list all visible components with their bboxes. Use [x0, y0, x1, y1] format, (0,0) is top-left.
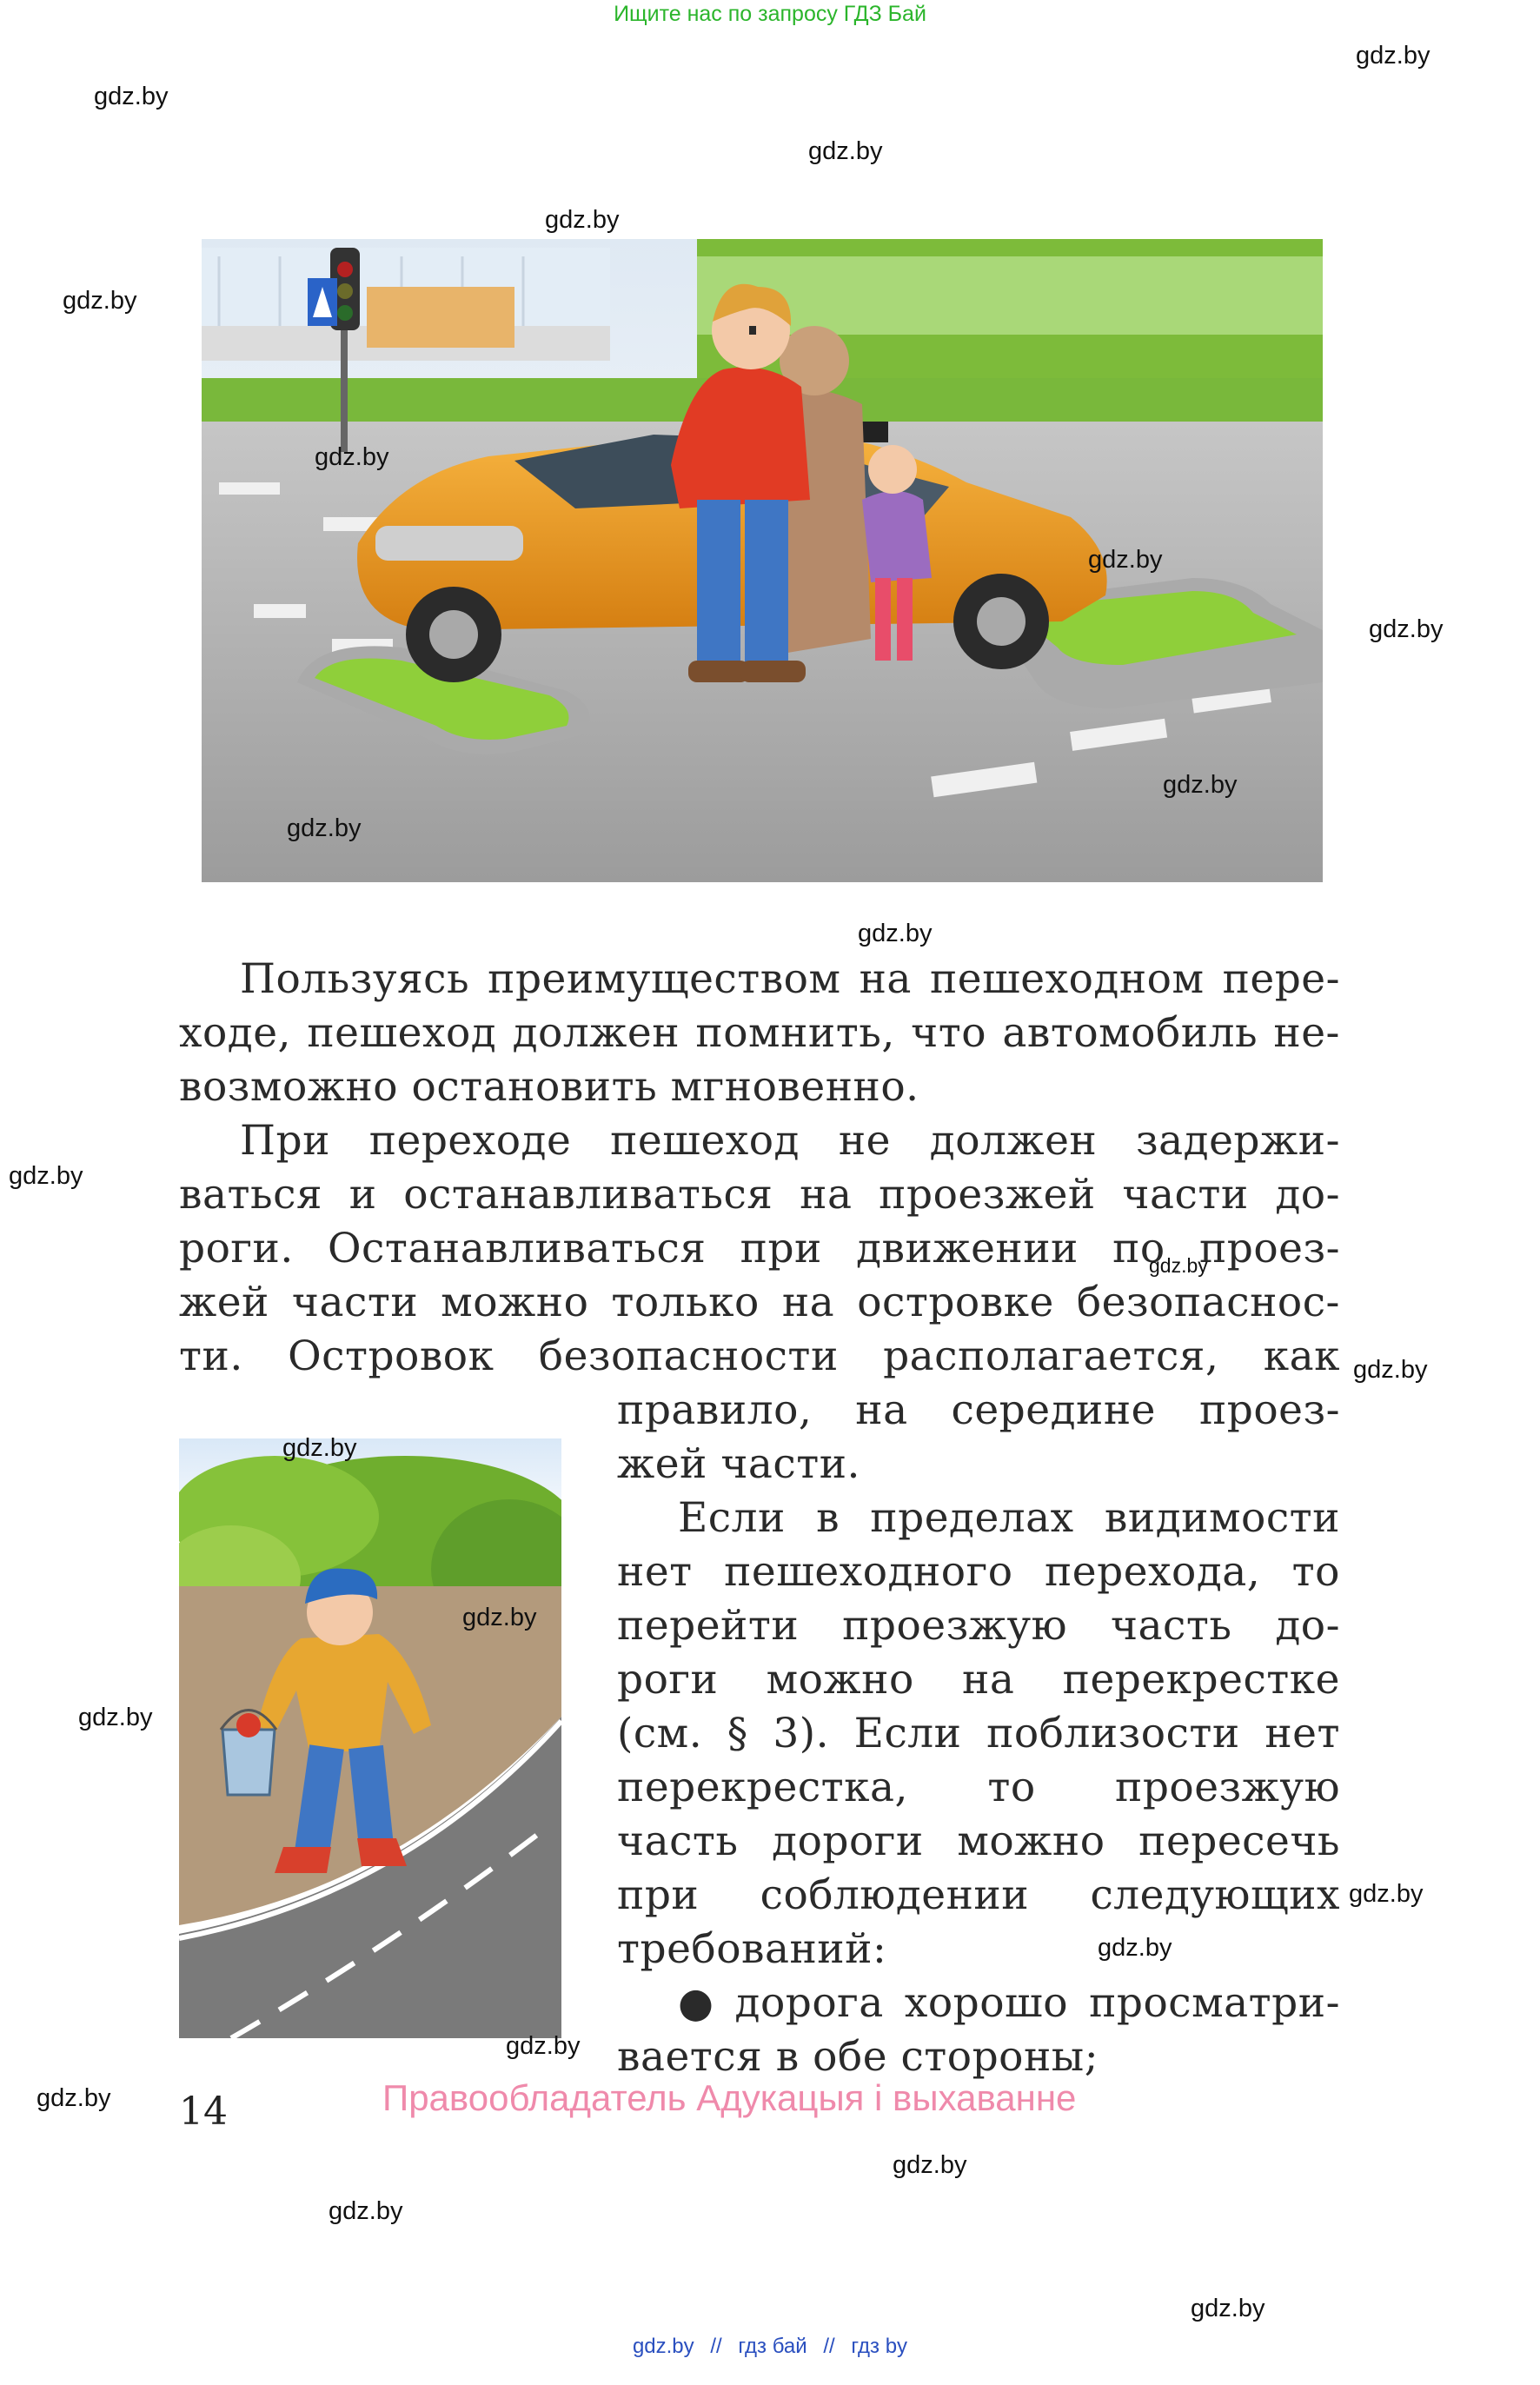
word: часть: [617, 1817, 739, 1865]
word: ти.: [179, 1332, 243, 1380]
watermark: gdz.by: [893, 2151, 967, 2179]
word: При: [240, 1117, 330, 1165]
watermark: gdz.by: [329, 2197, 403, 2225]
paragraph-line-text: возможно остановить мгновенно.: [179, 1063, 919, 1111]
word: можно: [957, 1817, 1105, 1865]
watermark: gdz.by: [1088, 546, 1163, 574]
word: по: [1112, 1225, 1165, 1272]
word: не-: [1273, 1009, 1340, 1057]
word: проезжую: [1115, 1764, 1340, 1811]
word: пере-: [1222, 955, 1340, 1003]
word: на: [962, 1656, 1015, 1704]
word: до-: [1275, 1171, 1340, 1219]
word: перейти: [617, 1602, 800, 1650]
copyright-notice: Правообладатель Адукацыя і выхаванне: [382, 2077, 1077, 2118]
word: располагается,: [883, 1332, 1219, 1380]
column-line-text: жей части.: [617, 1440, 861, 1488]
word: в: [816, 1494, 840, 1542]
word: пешеходного: [724, 1548, 1013, 1596]
word: нет: [1265, 1710, 1340, 1757]
paragraph-line: [240, 953, 1340, 1006]
word: просматри-: [1089, 1979, 1340, 2027]
word: проез-: [1198, 1225, 1340, 1272]
word: до-: [1275, 1602, 1340, 1650]
column-line: [617, 2030, 1099, 2084]
word: преимуществом: [488, 955, 841, 1003]
word: ходе,: [179, 1009, 291, 1057]
footer-link[interactable]: gdz.by: [632, 2335, 694, 2358]
word: (см.: [617, 1710, 703, 1757]
column-line: [617, 1599, 1340, 1653]
word: §: [727, 1710, 748, 1757]
roadside-boy-illustration: [179, 1438, 561, 2038]
word: помнить,: [695, 1009, 895, 1057]
word: должен: [512, 1009, 680, 1057]
word: пешеходном: [929, 955, 1205, 1003]
word: пределах: [870, 1494, 1074, 1542]
word: дорога: [734, 1979, 884, 2027]
word: Если: [853, 1710, 962, 1757]
footer-links: [0, 2335, 1540, 2359]
paragraph-line: [179, 1330, 1340, 1384]
word: на: [800, 1171, 853, 1219]
column-line-text: вается в обе стороны;: [617, 2033, 1099, 2081]
watermark: gdz.by: [63, 287, 137, 315]
paragraph-line: [179, 1276, 1340, 1330]
word: должен: [929, 1117, 1098, 1165]
column-line-text: требований:: [617, 1925, 887, 1973]
word: части: [1122, 1171, 1249, 1219]
word: хорошо: [904, 1979, 1069, 2027]
word: островке: [857, 1279, 1054, 1326]
column-line: [617, 1653, 1340, 1707]
page-number: 14: [179, 2089, 228, 2134]
word: движении: [856, 1225, 1079, 1272]
column-line: [617, 1545, 1340, 1599]
watermark: gdz.by: [808, 137, 883, 165]
watermark: gdz.by: [545, 206, 620, 234]
watermark: gdz.by: [1353, 1356, 1428, 1384]
word: Если: [678, 1494, 786, 1542]
word: автомобиль: [1002, 1009, 1258, 1057]
watermark: gdz.by: [506, 2032, 581, 2060]
word: можно: [441, 1279, 589, 1326]
footer-link[interactable]: гдз by: [851, 2335, 908, 2358]
word: соблюдении: [760, 1871, 1030, 1919]
paragraph-line: [179, 1006, 1340, 1060]
word: и: [348, 1171, 377, 1219]
paragraph-line: [179, 1060, 919, 1114]
word: безопаснос-: [1076, 1279, 1340, 1326]
word: переходе: [368, 1117, 572, 1165]
word: можно: [766, 1656, 914, 1704]
word: при: [617, 1871, 700, 1919]
watermark: gdz.by: [78, 1704, 153, 1731]
word: роги: [617, 1656, 719, 1704]
word: задержи-: [1136, 1117, 1340, 1165]
word: то: [1291, 1548, 1340, 1596]
word: не: [838, 1117, 891, 1165]
word: то: [987, 1764, 1036, 1811]
main-paragraph: [179, 953, 1340, 1387]
word: дороги: [772, 1817, 924, 1865]
word: середине: [951, 1386, 1156, 1434]
paragraph-line: [179, 1168, 1340, 1222]
word: безопасности: [538, 1332, 839, 1380]
word: части: [291, 1279, 419, 1326]
word: на: [781, 1279, 835, 1326]
word: поблизости: [986, 1710, 1240, 1757]
column-line: [617, 1438, 860, 1491]
word: следующих: [1090, 1871, 1340, 1919]
column-line: [678, 1491, 1340, 1545]
watermark: gdz.by: [462, 1604, 537, 1631]
word: нет: [617, 1548, 693, 1596]
word: жей: [179, 1279, 269, 1326]
watermark: gdz.by: [1163, 771, 1238, 799]
word: видимости: [1104, 1494, 1340, 1542]
word: правило,: [617, 1386, 813, 1434]
column-line: [617, 1923, 886, 1976]
word: Пользуясь: [240, 955, 470, 1003]
watermark: gdz.by: [858, 920, 933, 947]
watermark: gdz.by: [1191, 2295, 1265, 2322]
word: на: [855, 1386, 908, 1434]
word: проезжую: [842, 1602, 1068, 1650]
word: проезжей: [879, 1171, 1096, 1219]
watermark: gdz.by: [1098, 1934, 1172, 1962]
word: 3).: [773, 1710, 830, 1757]
word: перехода,: [1044, 1548, 1261, 1596]
watermark: gdz.by: [315, 443, 389, 471]
watermark: gdz.by: [282, 1434, 357, 1462]
word: роги.: [179, 1225, 294, 1272]
footer-separator: //: [710, 2335, 722, 2358]
paragraph-line: [240, 1114, 1340, 1168]
word: Островок: [288, 1332, 495, 1380]
column-paragraph: [617, 1384, 1340, 2096]
footer-separator: //: [823, 2335, 835, 2358]
word: что: [911, 1009, 986, 1057]
word: перекрестке: [1062, 1656, 1340, 1704]
watermark: gdz.by: [1349, 1880, 1424, 1908]
word: Останавливаться: [328, 1225, 707, 1272]
word: при: [740, 1225, 822, 1272]
word: на: [859, 955, 912, 1003]
column-line: [678, 1976, 1340, 2030]
word: пешеход: [307, 1009, 497, 1057]
word: перекрестка,: [617, 1764, 908, 1811]
word: как: [1263, 1332, 1340, 1380]
word: ваться: [179, 1171, 323, 1219]
word: часть: [1110, 1602, 1232, 1650]
watermark: gdz.by: [94, 83, 169, 110]
word: ●: [678, 1979, 714, 2027]
watermark: gdz.by: [1369, 615, 1444, 643]
column-line: [617, 1707, 1340, 1761]
word: останавливаться: [403, 1171, 773, 1219]
watermark: gdz.by: [37, 2084, 111, 2112]
watermark: gdz.by: [9, 1162, 83, 1190]
word: пересечь: [1138, 1817, 1340, 1865]
word: только: [611, 1279, 760, 1326]
footer-link[interactable]: гдз бай: [738, 2335, 807, 2358]
column-line: [617, 1761, 1340, 1815]
column-line: [617, 1869, 1340, 1923]
word: пешеход: [610, 1117, 800, 1165]
watermark: gdz.by: [287, 814, 362, 842]
top-banner[interactable]: Ищите нас по запросу ГДЗ Бай: [614, 2, 926, 26]
word: проез-: [1198, 1386, 1340, 1434]
column-line: [617, 1384, 1340, 1438]
column-line: [617, 1815, 1340, 1869]
watermark: gdz.by: [1149, 1254, 1208, 1277]
watermark: gdz.by: [1356, 42, 1430, 70]
